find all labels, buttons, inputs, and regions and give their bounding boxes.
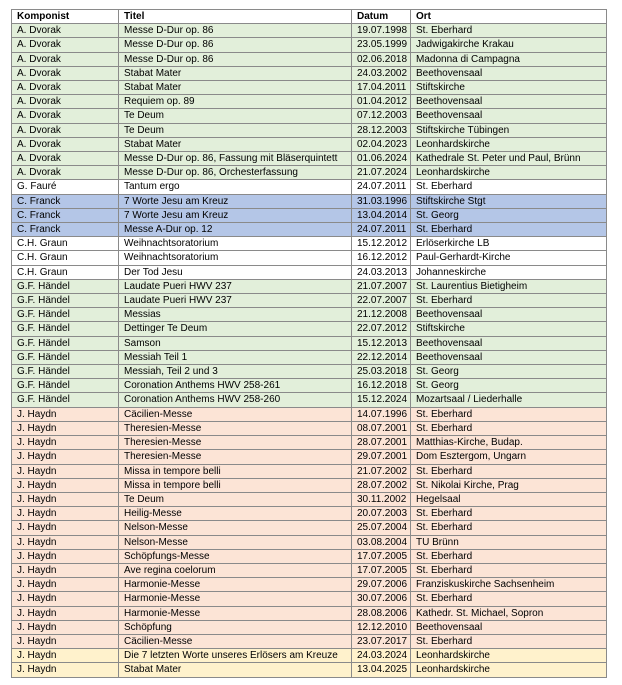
table-row bbox=[12, 436, 607, 450]
table-row bbox=[12, 507, 607, 521]
table-row bbox=[12, 393, 607, 407]
header-titel: Titel bbox=[119, 10, 352, 24]
cell-datum: 17.07.2005 bbox=[352, 563, 411, 577]
table-row bbox=[12, 180, 607, 194]
table-row bbox=[12, 265, 607, 279]
cell-ort: Leonhardskirche bbox=[411, 649, 607, 663]
cell-datum: 14.07.1996 bbox=[352, 407, 411, 421]
cell-titel: Weihnachtsoratorium bbox=[119, 251, 352, 265]
table-row bbox=[12, 663, 607, 677]
table-row bbox=[12, 237, 607, 251]
table-row bbox=[12, 251, 607, 265]
cell-titel: Missa in tempore belli bbox=[119, 478, 352, 492]
cell-ort: Leonhardskirche bbox=[411, 663, 607, 677]
cell-datum: 29.07.2001 bbox=[352, 450, 411, 464]
cell-titel: Schöpfung bbox=[119, 620, 352, 634]
cell-komponist: A. Dvorak bbox=[12, 137, 119, 151]
cell-ort: Beethovensaal bbox=[411, 308, 607, 322]
cell-titel: Tantum ergo bbox=[119, 180, 352, 194]
cell-datum: 02.06.2018 bbox=[352, 52, 411, 66]
cell-ort: Beethovensaal bbox=[411, 620, 607, 634]
cell-datum: 16.12.2012 bbox=[352, 251, 411, 265]
cell-datum: 12.12.2010 bbox=[352, 620, 411, 634]
cell-komponist: J. Haydn bbox=[12, 549, 119, 563]
cell-titel: Weihnachtsoratorium bbox=[119, 237, 352, 251]
cell-datum: 16.12.2018 bbox=[352, 379, 411, 393]
cell-ort: Franziskuskirche Sachsenheim bbox=[411, 578, 607, 592]
cell-datum: 24.03.2024 bbox=[352, 649, 411, 663]
cell-ort: St. Eberhard bbox=[411, 592, 607, 606]
cell-titel: Te Deum bbox=[119, 109, 352, 123]
cell-komponist: J. Haydn bbox=[12, 492, 119, 506]
cell-komponist: A. Dvorak bbox=[12, 109, 119, 123]
cell-titel: Heilig-Messe bbox=[119, 507, 352, 521]
cell-titel: Harmonie-Messe bbox=[119, 606, 352, 620]
cell-datum: 01.04.2012 bbox=[352, 95, 411, 109]
cell-ort: Beethovensaal bbox=[411, 66, 607, 80]
cell-datum: 19.07.1998 bbox=[352, 24, 411, 38]
cell-komponist: J. Haydn bbox=[12, 421, 119, 435]
table-row bbox=[12, 649, 607, 663]
cell-datum: 22.12.2014 bbox=[352, 350, 411, 364]
cell-ort: Dom Esztergom, Ungarn bbox=[411, 450, 607, 464]
cell-komponist: A. Dvorak bbox=[12, 166, 119, 180]
cell-ort: St. Eberhard bbox=[411, 507, 607, 521]
cell-datum: 22.07.2012 bbox=[352, 322, 411, 336]
table-row bbox=[12, 336, 607, 350]
cell-titel: Theresien-Messe bbox=[119, 421, 352, 435]
cell-komponist: C.H. Graun bbox=[12, 251, 119, 265]
cell-komponist: J. Haydn bbox=[12, 450, 119, 464]
table-row bbox=[12, 492, 607, 506]
table-row bbox=[12, 24, 607, 38]
cell-komponist: J. Haydn bbox=[12, 592, 119, 606]
cell-ort: St. Eberhard bbox=[411, 521, 607, 535]
table-row bbox=[12, 464, 607, 478]
cell-titel: Der Tod Jesu bbox=[119, 265, 352, 279]
cell-ort: Stiftskirche Stgt bbox=[411, 194, 607, 208]
cell-ort: Kathedr. St. Michael, Sopron bbox=[411, 606, 607, 620]
table-row bbox=[12, 365, 607, 379]
cell-ort: Beethovensaal bbox=[411, 109, 607, 123]
cell-komponist: J. Haydn bbox=[12, 478, 119, 492]
cell-komponist: A. Dvorak bbox=[12, 123, 119, 137]
cell-ort: Paul-Gerhardt-Kirche bbox=[411, 251, 607, 265]
cell-datum: 22.07.2007 bbox=[352, 294, 411, 308]
table-row bbox=[12, 478, 607, 492]
table-row bbox=[12, 407, 607, 421]
cell-datum: 30.07.2006 bbox=[352, 592, 411, 606]
table-row bbox=[12, 52, 607, 66]
table-row bbox=[12, 166, 607, 180]
table-row bbox=[12, 308, 607, 322]
cell-komponist: J. Haydn bbox=[12, 634, 119, 648]
cell-ort: St. Eberhard bbox=[411, 294, 607, 308]
cell-ort: Stiftskirche bbox=[411, 81, 607, 95]
table-row bbox=[12, 81, 607, 95]
cell-datum: 20.07.2003 bbox=[352, 507, 411, 521]
cell-titel: Te Deum bbox=[119, 123, 352, 137]
cell-ort: St. Eberhard bbox=[411, 464, 607, 478]
cell-ort: St. Georg bbox=[411, 365, 607, 379]
cell-titel: Coronation Anthems HWV 258-261 bbox=[119, 379, 352, 393]
table-row bbox=[12, 194, 607, 208]
cell-datum: 15.12.2013 bbox=[352, 336, 411, 350]
cell-titel: Die 7 letzten Worte unseres Erlösers am Kreuze bbox=[119, 649, 352, 663]
cell-komponist: J. Haydn bbox=[12, 436, 119, 450]
cell-titel: Theresien-Messe bbox=[119, 450, 352, 464]
cell-datum: 17.07.2005 bbox=[352, 549, 411, 563]
cell-ort: Beethovensaal bbox=[411, 95, 607, 109]
cell-komponist: A. Dvorak bbox=[12, 24, 119, 38]
table-row bbox=[12, 450, 607, 464]
cell-ort: St. Eberhard bbox=[411, 407, 607, 421]
cell-titel: Messe D-Dur op. 86, Orchesterfassung bbox=[119, 166, 352, 180]
cell-komponist: J. Haydn bbox=[12, 507, 119, 521]
header-komponist: Komponist bbox=[12, 10, 119, 24]
cell-titel: Messiah Teil 1 bbox=[119, 350, 352, 364]
cell-titel: Samson bbox=[119, 336, 352, 350]
cell-komponist: J. Haydn bbox=[12, 620, 119, 634]
table-row bbox=[12, 421, 607, 435]
cell-komponist: C.H. Graun bbox=[12, 265, 119, 279]
cell-datum: 01.06.2024 bbox=[352, 152, 411, 166]
cell-datum: 28.12.2003 bbox=[352, 123, 411, 137]
table-header bbox=[12, 10, 607, 24]
cell-komponist: J. Haydn bbox=[12, 464, 119, 478]
cell-datum: 02.04.2023 bbox=[352, 137, 411, 151]
cell-titel: Schöpfungs-Messe bbox=[119, 549, 352, 563]
cell-ort: Stiftskirche bbox=[411, 322, 607, 336]
cell-ort: St. Nikolai Kirche, Prag bbox=[411, 478, 607, 492]
table-row bbox=[12, 279, 607, 293]
concert-table bbox=[11, 9, 607, 678]
cell-komponist: A. Dvorak bbox=[12, 95, 119, 109]
cell-ort: St. Eberhard bbox=[411, 180, 607, 194]
cell-datum: 24.07.2011 bbox=[352, 180, 411, 194]
cell-titel: Messiah, Teil 2 und 3 bbox=[119, 365, 352, 379]
cell-datum: 13.04.2014 bbox=[352, 208, 411, 222]
cell-komponist: J. Haydn bbox=[12, 535, 119, 549]
table-row bbox=[12, 294, 607, 308]
cell-komponist: G.F. Händel bbox=[12, 279, 119, 293]
cell-titel: 7 Worte Jesu am Kreuz bbox=[119, 194, 352, 208]
cell-datum: 31.03.1996 bbox=[352, 194, 411, 208]
table-row bbox=[12, 578, 607, 592]
cell-komponist: C. Franck bbox=[12, 194, 119, 208]
table-row bbox=[12, 109, 607, 123]
table-row bbox=[12, 563, 607, 577]
cell-ort: Stiftskirche Tübingen bbox=[411, 123, 607, 137]
table-row bbox=[12, 208, 607, 222]
cell-titel: Theresien-Messe bbox=[119, 436, 352, 450]
table-row bbox=[12, 606, 607, 620]
cell-komponist: J. Haydn bbox=[12, 578, 119, 592]
cell-titel: Messe D-Dur op. 86 bbox=[119, 24, 352, 38]
cell-ort: St. Eberhard bbox=[411, 223, 607, 237]
cell-titel: Ave regina coelorum bbox=[119, 563, 352, 577]
cell-titel: Stabat Mater bbox=[119, 81, 352, 95]
header-datum: Datum bbox=[352, 10, 411, 24]
table-row bbox=[12, 223, 607, 237]
cell-ort: Hegelsaal bbox=[411, 492, 607, 506]
cell-datum: 29.07.2006 bbox=[352, 578, 411, 592]
cell-ort: Beethovensaal bbox=[411, 336, 607, 350]
cell-datum: 28.07.2002 bbox=[352, 478, 411, 492]
cell-komponist: C. Franck bbox=[12, 223, 119, 237]
table-row bbox=[12, 38, 607, 52]
cell-datum: 13.04.2025 bbox=[352, 663, 411, 677]
cell-ort: Leonhardskirche bbox=[411, 166, 607, 180]
cell-datum: 28.07.2001 bbox=[352, 436, 411, 450]
cell-komponist: G.F. Händel bbox=[12, 308, 119, 322]
cell-komponist: J. Haydn bbox=[12, 606, 119, 620]
table-row bbox=[12, 592, 607, 606]
cell-datum: 28.08.2006 bbox=[352, 606, 411, 620]
cell-ort: Kathedrale St. Peter und Paul, Brünn bbox=[411, 152, 607, 166]
table-row bbox=[12, 137, 607, 151]
cell-ort: Madonna di Campagna bbox=[411, 52, 607, 66]
cell-titel: 7 Worte Jesu am Kreuz bbox=[119, 208, 352, 222]
table-row bbox=[12, 322, 607, 336]
cell-titel: Cäcilien-Messe bbox=[119, 407, 352, 421]
table-row bbox=[12, 152, 607, 166]
cell-titel: Messias bbox=[119, 308, 352, 322]
table-row bbox=[12, 350, 607, 364]
cell-komponist: C. Franck bbox=[12, 208, 119, 222]
cell-ort: TU Brünn bbox=[411, 535, 607, 549]
cell-komponist: G.F. Händel bbox=[12, 336, 119, 350]
cell-komponist: G.F. Händel bbox=[12, 393, 119, 407]
cell-titel: Stabat Mater bbox=[119, 663, 352, 677]
cell-titel: Requiem op. 89 bbox=[119, 95, 352, 109]
cell-komponist: J. Haydn bbox=[12, 521, 119, 535]
cell-datum: 08.07.2001 bbox=[352, 421, 411, 435]
cell-komponist: G.F. Händel bbox=[12, 365, 119, 379]
cell-ort: St. Laurentius Bietigheim bbox=[411, 279, 607, 293]
cell-titel: Coronation Anthems HWV 258-260 bbox=[119, 393, 352, 407]
cell-titel: Laudate Pueri HWV 237 bbox=[119, 279, 352, 293]
cell-komponist: A. Dvorak bbox=[12, 52, 119, 66]
cell-komponist: G.F. Händel bbox=[12, 322, 119, 336]
cell-titel: Messe D-Dur op. 86, Fassung mit Bläserquintett bbox=[119, 152, 352, 166]
cell-ort: Johanneskirche bbox=[411, 265, 607, 279]
cell-komponist: G.F. Händel bbox=[12, 294, 119, 308]
cell-ort: St. Eberhard bbox=[411, 563, 607, 577]
cell-ort: Matthias-Kirche, Budap. bbox=[411, 436, 607, 450]
cell-komponist: G.F. Händel bbox=[12, 379, 119, 393]
table-row bbox=[12, 549, 607, 563]
table-row bbox=[12, 95, 607, 109]
cell-datum: 24.07.2011 bbox=[352, 223, 411, 237]
cell-ort: St. Georg bbox=[411, 379, 607, 393]
table-row bbox=[12, 620, 607, 634]
cell-ort: St. Eberhard bbox=[411, 24, 607, 38]
cell-titel: Stabat Mater bbox=[119, 66, 352, 80]
cell-titel: Messe D-Dur op. 86 bbox=[119, 38, 352, 52]
cell-titel: Messe D-Dur op. 86 bbox=[119, 52, 352, 66]
cell-komponist: J. Haydn bbox=[12, 649, 119, 663]
cell-datum: 25.07.2004 bbox=[352, 521, 411, 535]
cell-datum: 23.05.1999 bbox=[352, 38, 411, 52]
cell-komponist: J. Haydn bbox=[12, 563, 119, 577]
cell-datum: 03.08.2004 bbox=[352, 535, 411, 549]
cell-komponist: A. Dvorak bbox=[12, 66, 119, 80]
cell-titel: Stabat Mater bbox=[119, 137, 352, 151]
cell-komponist: A. Dvorak bbox=[12, 38, 119, 52]
cell-titel: Laudate Pueri HWV 237 bbox=[119, 294, 352, 308]
cell-titel: Nelson-Messe bbox=[119, 521, 352, 535]
cell-datum: 25.03.2018 bbox=[352, 365, 411, 379]
table-row bbox=[12, 66, 607, 80]
cell-titel: Harmonie-Messe bbox=[119, 592, 352, 606]
cell-ort: St. Eberhard bbox=[411, 421, 607, 435]
cell-datum: 21.07.2002 bbox=[352, 464, 411, 478]
cell-datum: 17.04.2011 bbox=[352, 81, 411, 95]
table-row bbox=[12, 123, 607, 137]
cell-datum: 21.07.2024 bbox=[352, 166, 411, 180]
cell-titel: Nelson-Messe bbox=[119, 535, 352, 549]
cell-ort: Erlöserkirche LB bbox=[411, 237, 607, 251]
cell-komponist: G. Fauré bbox=[12, 180, 119, 194]
cell-titel: Te Deum bbox=[119, 492, 352, 506]
cell-datum: 24.03.2002 bbox=[352, 66, 411, 80]
cell-titel: Messe A-Dur op. 12 bbox=[119, 223, 352, 237]
table-row bbox=[12, 535, 607, 549]
table-row bbox=[12, 379, 607, 393]
cell-datum: 30.11.2002 bbox=[352, 492, 411, 506]
table-body bbox=[12, 24, 607, 677]
cell-ort: St. Georg bbox=[411, 208, 607, 222]
cell-datum: 07.12.2003 bbox=[352, 109, 411, 123]
cell-datum: 15.12.2012 bbox=[352, 237, 411, 251]
header-row bbox=[12, 10, 607, 24]
cell-ort: St. Eberhard bbox=[411, 634, 607, 648]
cell-datum: 23.07.2017 bbox=[352, 634, 411, 648]
cell-datum: 24.03.2013 bbox=[352, 265, 411, 279]
cell-komponist: J. Haydn bbox=[12, 407, 119, 421]
cell-ort: St. Eberhard bbox=[411, 549, 607, 563]
cell-datum: 21.12.2008 bbox=[352, 308, 411, 322]
cell-komponist: G.F. Händel bbox=[12, 350, 119, 364]
cell-ort: Beethovensaal bbox=[411, 350, 607, 364]
table-row bbox=[12, 521, 607, 535]
cell-titel: Harmonie-Messe bbox=[119, 578, 352, 592]
cell-ort: Jadwigakirche Krakau bbox=[411, 38, 607, 52]
cell-titel: Cäcilien-Messe bbox=[119, 634, 352, 648]
cell-komponist: A. Dvorak bbox=[12, 152, 119, 166]
cell-titel: Missa in tempore belli bbox=[119, 464, 352, 478]
cell-ort: Mozartsaal / Liederhalle bbox=[411, 393, 607, 407]
cell-datum: 15.12.2024 bbox=[352, 393, 411, 407]
concert-table-sheet bbox=[11, 9, 607, 678]
cell-komponist: J. Haydn bbox=[12, 663, 119, 677]
cell-titel: Dettinger Te Deum bbox=[119, 322, 352, 336]
cell-komponist: C.H. Graun bbox=[12, 237, 119, 251]
header-ort: Ort bbox=[411, 10, 607, 24]
cell-ort: Leonhardskirche bbox=[411, 137, 607, 151]
cell-datum: 21.07.2007 bbox=[352, 279, 411, 293]
cell-komponist: A. Dvorak bbox=[12, 81, 119, 95]
table-row bbox=[12, 634, 607, 648]
